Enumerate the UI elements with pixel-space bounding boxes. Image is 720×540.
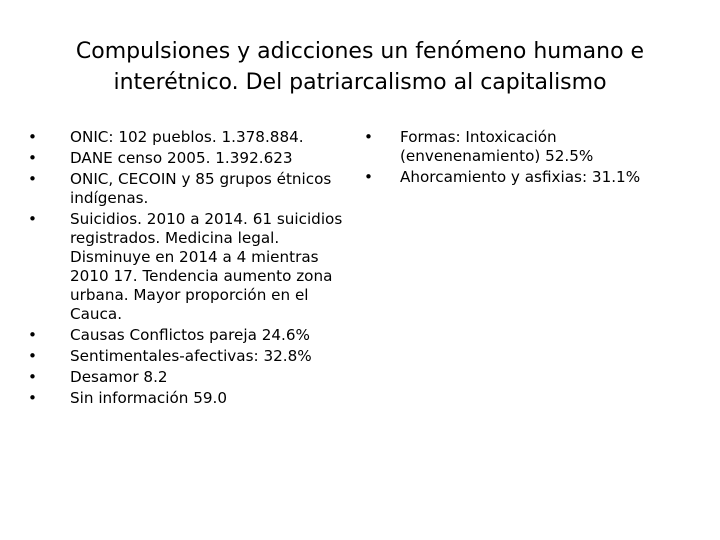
list-item (28, 170, 346, 208)
slide-title: Compulsiones y adicciones un fenómeno humano e interétnico. Del patriarcalismo al capitalismo (75, 39, 645, 95)
bullet-icon: • (28, 389, 37, 407)
list-item-text: Sentimentales-afectivas: 32.8% (70, 347, 312, 365)
left-bullet-list (28, 128, 346, 410)
bullet-icon: • (364, 128, 373, 146)
bullet-icon: • (28, 149, 37, 167)
list-item (28, 210, 346, 324)
list-item-text: Suicidios. 2010 a 2014. 61 suicidios registrados. Medicina legal. Disminuye en 2014 a 4 mientras 2010 17. Tendencia aumento zona urbana. Mayor proporción en el Cauca. (70, 210, 343, 323)
list-item-text: Formas: Intoxicación (envenenamiento) 52.5% (400, 128, 594, 165)
list-item (28, 347, 346, 366)
list-item-text: ONIC: 102 pueblos. 1.378.884. (70, 128, 304, 146)
list-item-text: Sin información 59.0 (70, 389, 228, 407)
bullet-icon: • (28, 128, 37, 146)
list-item (28, 149, 346, 168)
list-item-text: Ahorcamiento y asfixias: 31.1% (400, 168, 641, 186)
list-item (28, 368, 346, 387)
list-item-text: Desamor 8.2 (70, 368, 168, 386)
list-item (28, 389, 346, 408)
list-item (364, 128, 694, 166)
bullet-icon: • (364, 168, 373, 186)
list-item (28, 326, 346, 345)
bullet-icon: • (28, 210, 37, 228)
list-item (364, 168, 694, 187)
bullet-icon: • (28, 368, 37, 386)
list-item-text: Causas Conflictos pareja 24.6% (70, 326, 310, 344)
bullet-icon: • (28, 326, 37, 344)
list-item-text: DANE censo 2005. 1.392.623 (70, 149, 293, 167)
bullet-icon: • (28, 170, 37, 188)
bullet-icon: • (28, 347, 37, 365)
right-bullet-list (364, 128, 694, 189)
list-item-text: ONIC, CECOIN y 85 grupos étnicos indígenas. (70, 170, 332, 207)
list-item (28, 128, 346, 147)
